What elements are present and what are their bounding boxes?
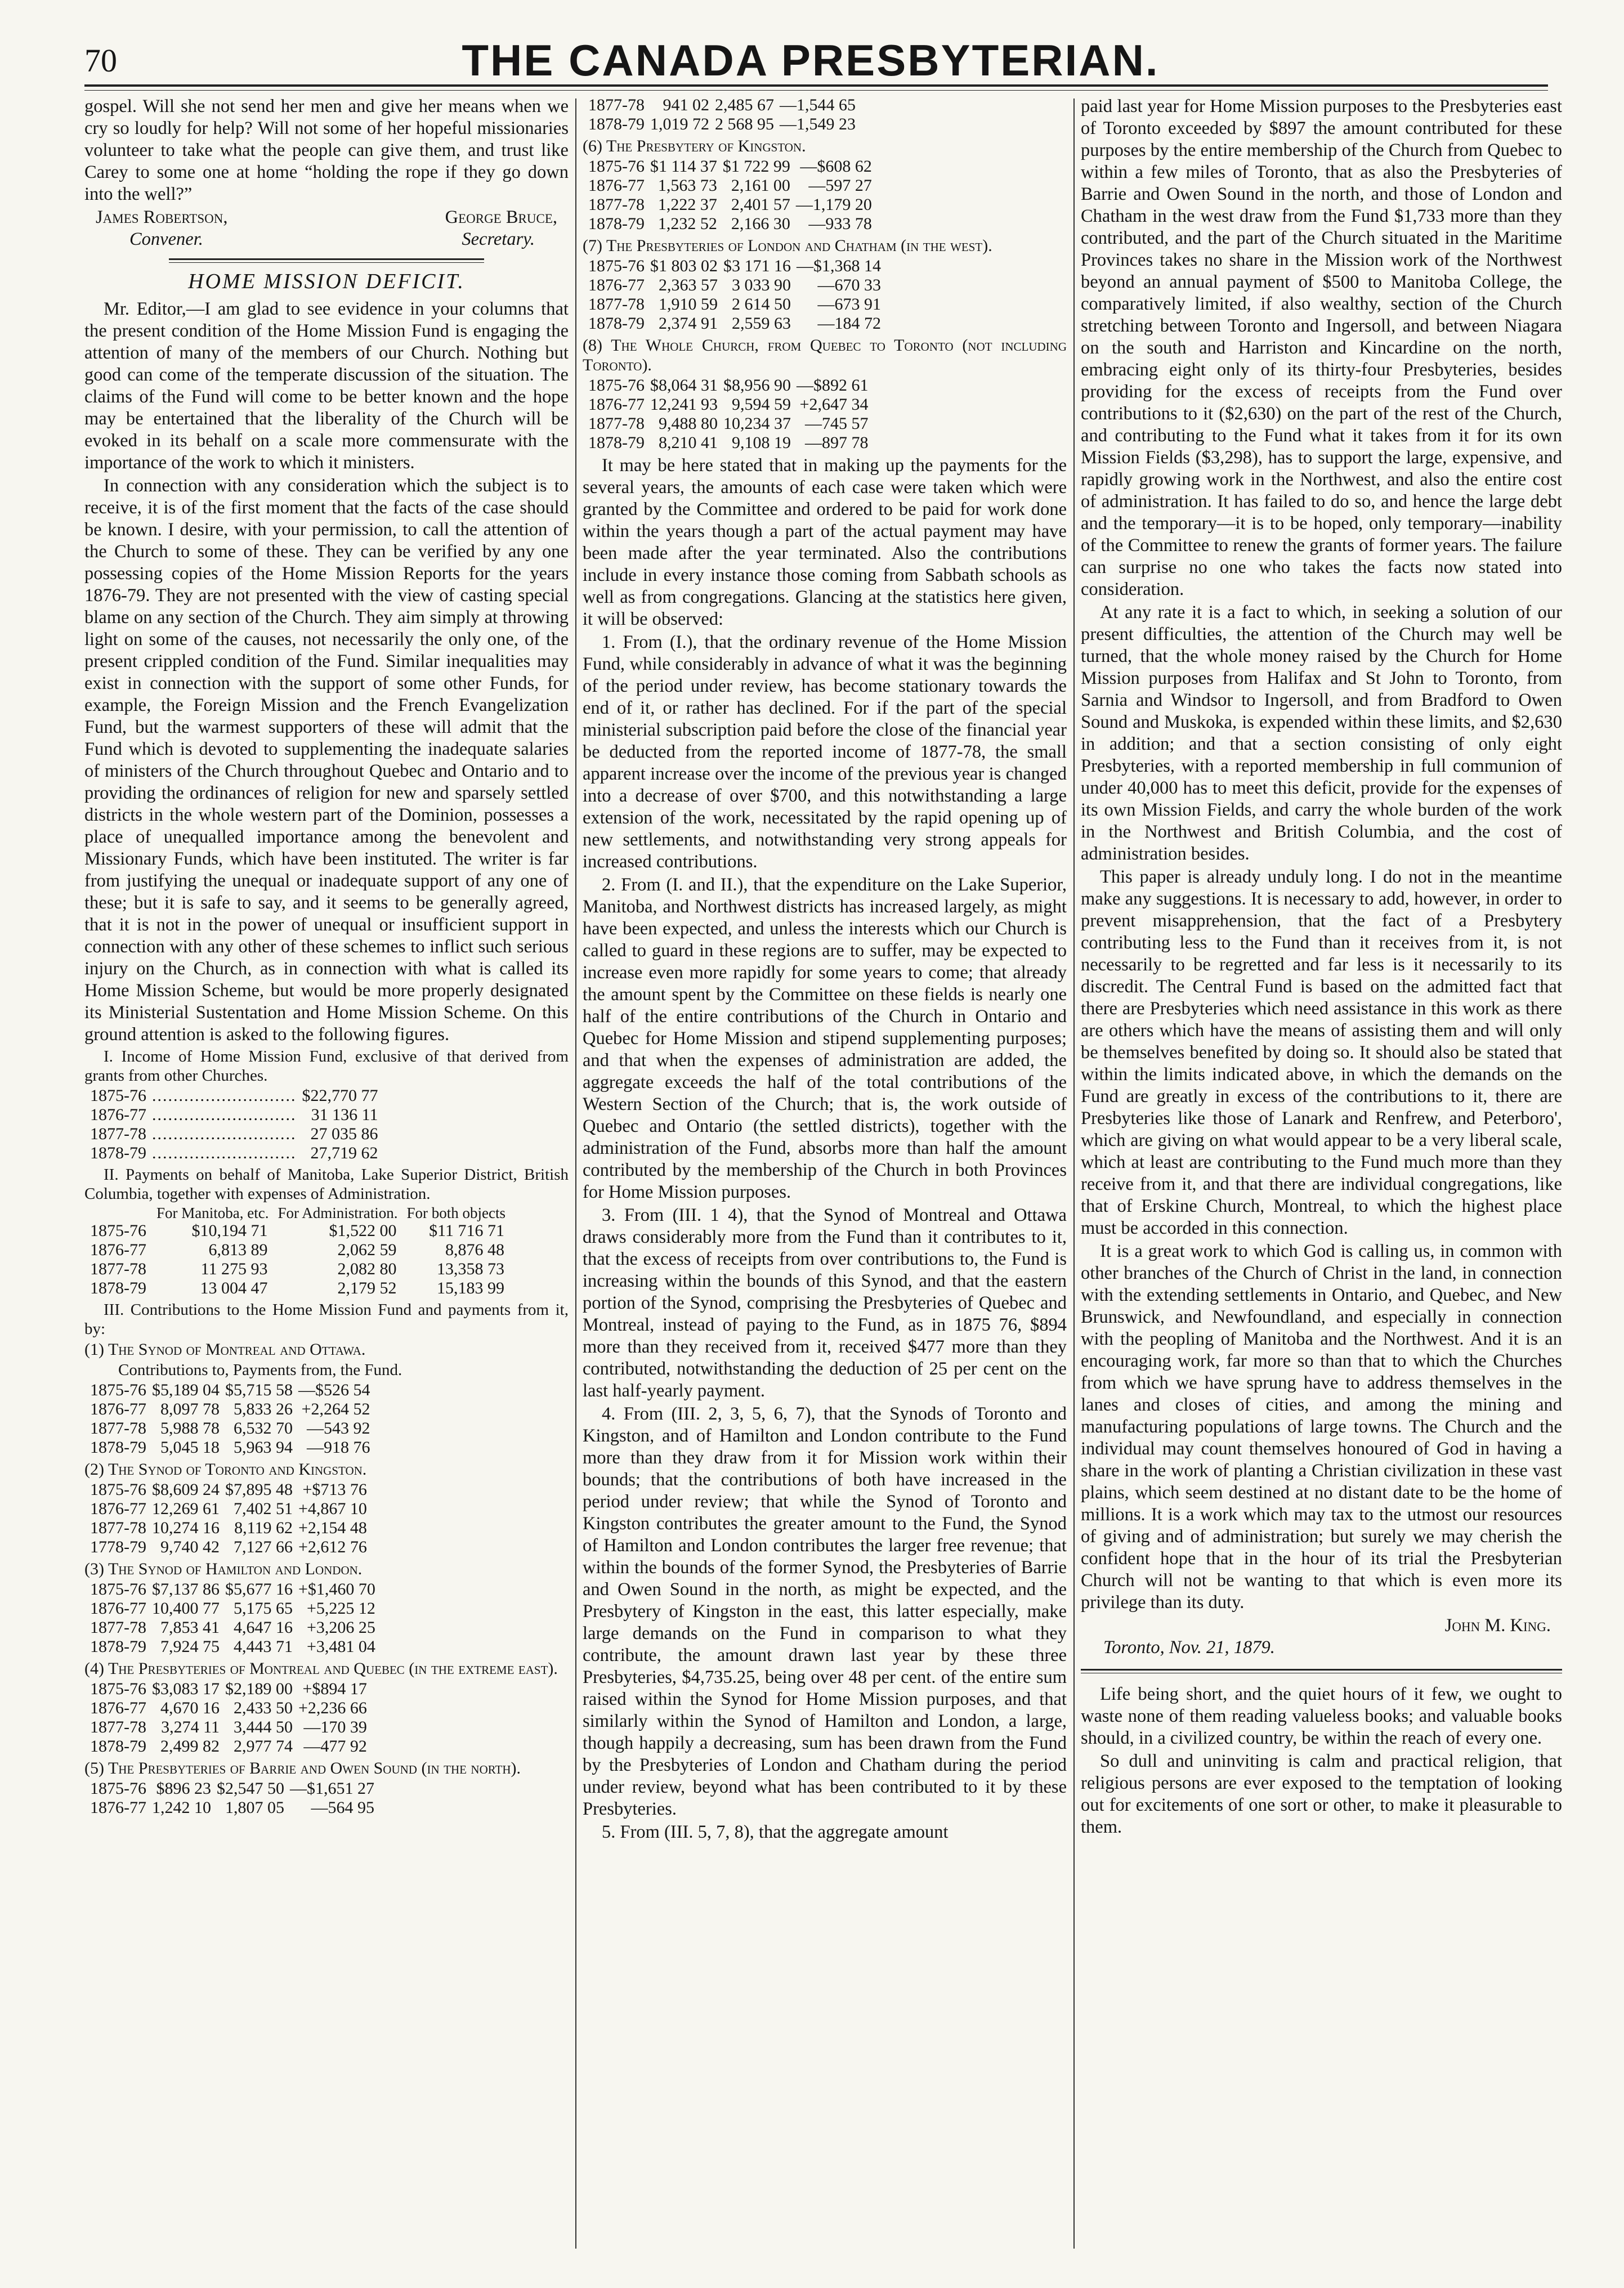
signature-roles <box>84 229 569 250</box>
role-secretary: Secretary. <box>462 229 535 249</box>
table-row: 1878-79 ........................... 27,719 62 <box>90 1144 378 1162</box>
section-divider <box>1081 1669 1562 1673</box>
letter-signatures <box>84 207 569 229</box>
table-row: 1878-79 2,499 82 2,977 74 —477 92 <box>90 1737 367 1756</box>
table-row: 1877-78 1,910 59 2 614 50 —673 91 <box>588 295 881 314</box>
signature-robertson: James Robertson, <box>96 207 228 227</box>
header-rule <box>84 84 1548 87</box>
table-row: 1877-78 941 02 2,485 67 —1,544 65 <box>588 96 856 114</box>
table-column-labels: Contributions to, Payments from, the Fund. <box>118 1361 402 1379</box>
table-row: 1876-77 12,241 93 9,594 59 +2,647 34 <box>588 395 869 414</box>
table-row: 1876-77 4,670 16 2,433 50 +2,236 66 <box>90 1699 367 1717</box>
table-row: 1878-79 13 004 47 2,179 52 15,183 99 <box>90 1279 504 1297</box>
table-row: 1877-78 ........................... 27 035 86 <box>90 1125 378 1143</box>
filler-note: So dull and uninviting is calm and practical religion, that religious persons are ever exposed to the temptation of looking out for excitements of one sort or other, to make it pleasurable to them. <box>1081 1751 1562 1837</box>
synod-toronto-table <box>90 1480 373 1557</box>
table-subheading: (6) The Presbytery of Kingston. <box>583 137 806 155</box>
column-2 <box>583 96 1067 2251</box>
table-subheading: (4) The Presbyteries of Montreal and Quebec (in the extreme east). <box>84 1659 558 1678</box>
role-convener: Convener. <box>129 229 203 249</box>
table-row: 1877-78 7,853 41 4,647 16 +3,206 25 <box>90 1618 375 1637</box>
presbyteries-barrie-table <box>90 1779 380 1817</box>
table-row: 1878-79 2,374 91 2,559 63 —184 72 <box>588 314 881 333</box>
table-row: 1877-78 5,988 78 6,532 70 —543 92 <box>90 1419 370 1438</box>
table-row: 1877-78 10,274 16 8,119 62 +2,154 48 <box>90 1519 367 1537</box>
table-subheading: (2) The Synod of Toronto and Kingston. <box>84 1460 367 1479</box>
column-1 <box>84 96 569 2251</box>
article-paragraph: In connection with any consideration which the subject is to receive, it is of the first moment that the facts of the case should be known. I desire, with your permission, to call the attention of the Church to some of these. They can be verified by any one possessing copies of the Home Mission Reports for the years 1876-79. They are not presented with the view of casting special blame on any section of the Church. They aim simply at throwing light on some of the causes, not necessarily the only one, of the present crippled condition of the Fund. Similar inequalities may exist in connection with the support of some other Funds, for example, the Foreign Mission and the French Evangelization Fund, but the warmest supporters of these will admit that the Fund which is devoted to supplementing the inadequate salaries of ministers of the Church throughout Quebec and Ontario and to providing the ordinances of religion for new and sparsely settled districts in the whole western part of the Dominion, possesses a place of unequalled importance among the benevolent and Missionary Funds, which have been instituted. The writer is far from justifying the unequal or inadequate support of any one of these; but it is safe to say, and it seems to be generally agreed, that it is not in the power of unequal or insufficient support in connection with any other of these schemes to inflict such serious injury on the Church, as in connection with what is called its Home Mission Scheme, but would be more properly designated its Ministerial Sustentation and Home Mission Scheme. On this ground attention is asked to the following figures. <box>84 476 569 1045</box>
column-divider <box>1073 98 1075 2249</box>
income-table <box>90 1086 384 1163</box>
article-paragraph: It may be here stated that in making up the payments for the several years, the amounts of each case were taken which were granted by the Committee and ordered to be paid for work done within the years though a part of the actual payment may have been made after the year terminated. Also the contributions include in every instance those coming from Sabbath schools as well as from congregations. Glancing at the statistics here given, it will be observed: <box>583 455 1067 629</box>
article-title: HOME MISSION DEFICIT. <box>188 270 465 293</box>
table-row: 1876-77 ........................... 31 136 11 <box>90 1105 378 1124</box>
table-row: 1876-77 10,400 77 5,175 65 +5,225 12 <box>90 1599 375 1618</box>
table-heading: III. Contributions to the Home Mission Fund and payments from it, by: <box>84 1301 569 1338</box>
article-paragraph: It is a great work to which God is calling us, in common with other branches of the Church of Christ in the land, in connection with the extending settlements in Ontario, and Quebec, and New Brunswick, and Newfoundland, and especially in connection with the peopling of Manitoba and the Northwest. And it is an encouraging work, far more so than that to which the Churches from which we have sprung have to address themselves in the lanes and closes of cities, and among the mining and manufacturing populations of large towns. The Church and the individual may count themselves honoured of God in having a share in the work of planting a Christian civilization in these vast plains, which seem destined at no distant date to be the home of millions. It is a work which may tax to the utmost our resources of giving and of administration; but surely we may cherish the confident hope that in the hour of its trial the Presbyterian Church will not be wanting to that which is even more its privilege than its duty. <box>1081 1241 1562 1613</box>
table-subheading: (8) The Whole Church, from Quebec to Toronto (not including Toronto). <box>583 336 1067 374</box>
table-row: 1875-76 $1 114 37 $1 722 99 —$608 62 <box>588 157 872 176</box>
table-row: 1875-76 $7,137 86 $5,677 16 +$1,460 70 <box>90 1580 375 1599</box>
article-paragraph: 4. From (III. 2, 3, 5, 6, 7), that the Synods of Toronto and Kingston, and of Hamilton and London contribute to the Fund more than they draw from it for Mission work within their bounds; that the contributions of both have increased in the period under review; that while the Synod of Toronto and Kingston contributes the greater amount to the Fund, the Synod of Hamilton and London contributes the larger free revenue; that within the bounds of the former Synod, the Presbyteries of Barrie and Owen Sound in the north, as might be expected, and the Presbytery of Kingston in the east, this latter especially, make large demands on the Fund in comparison to what they contribute, the amount drawn last year by these three Presbyteries, $4,735.25, being over 48 per cent. of the entire sum raised within the Synod for Home Mission purposes, and that similarly within the Synod of Hamilton and London, a large, though happily a decreasing, sum has been drawn from the Fund by the Presbyteries of London and Chatham during the period under review, beyond what has been contributed to it by these Presbyteries. <box>583 1404 1067 1819</box>
article-paragraph: Mr. Editor,—I am glad to see evidence in your columns that the present condition of the Home Mission Fund is engaging the attention of many of the members of our Church. Nothing but good can come of the temperate discussion of the situation. The claims of the Fund will come to be better known and the hope may be entertained that the liberality of the Church will be evoked in its behalf on a scale more commensurate with the importance of the work to which it ministers. <box>84 299 569 473</box>
letter-date: Toronto, Nov. 21, 1879. <box>1103 1637 1275 1658</box>
table-row: 1876-77 2,363 57 3 033 90 —670 33 <box>588 276 881 294</box>
article-paragraph: 5. From (III. 5, 7, 8), that the aggregate amount <box>602 1822 949 1842</box>
table-row: 1877-78 3,274 11 3,444 50 —170 39 <box>90 1718 367 1736</box>
presbyteries-barrie-table-continued <box>588 96 861 134</box>
table-row: 1878-79 7,924 75 4,443 71 +3,481 04 <box>90 1637 375 1656</box>
signature-bruce: George Bruce, <box>445 207 557 227</box>
table-row: 1875-76 $8,064 31 $8,956 90 —$892 61 <box>588 376 869 395</box>
table-row: 1875-76 $10,194 71 $1,522 00 $11 716 71 <box>90 1221 504 1240</box>
table-header-row: For Manitoba, etc. For Administration. For both objects <box>156 1205 505 1221</box>
column-divider <box>575 98 576 2249</box>
table-row: 1876-77 1,242 10 1,807 05 —564 95 <box>90 1798 374 1817</box>
author-signature: John M. King. <box>1444 1615 1551 1636</box>
table-subheading: (7) The Presbyteries of London and Chatham (in the west). <box>583 236 992 255</box>
table-row: 1875-76 $896 23 $2,547 50 —$1,651 27 <box>90 1779 374 1798</box>
table-row: 1876-77 1,563 73 2,161 00 —597 27 <box>588 176 872 195</box>
table-row: 1875-76 ........................... $22,770 77 <box>90 1086 378 1105</box>
table-row: 1876-77 12,269 61 7,402 51 +4,867 10 <box>90 1499 367 1518</box>
synod-hamilton-table <box>90 1580 381 1656</box>
table-subheading: (1) The Synod of Montreal and Ottawa. <box>84 1340 366 1359</box>
article-paragraph: At any rate it is a fact to which, in seeking a solution of our present difficulties, the attention of the Church may well be turned, that the whole money raised by the Church for Home Mission purposes from Halifax and St John to Toronto, from Sarnia and Windsor to Ingersoll, and from Bradford to Owen Sound and Muskoka, is expended within these limits, and $2,630 in addition; and that a section consisting of only eight Presbyteries, with a reported membership in full communion of under 40,000 has to meet this deficit, provide for the expenses of its own Mission Fields, and carry the whole burden of the work in the Northwest and British Columbia, and the cost of administration besides. <box>1081 602 1562 864</box>
table-row: 1778-79 9,740 42 7,127 66 +2,612 76 <box>90 1538 367 1556</box>
page-number: 70 <box>84 42 117 79</box>
page-title: THE CANADA PRESBYTERIAN. <box>462 35 1160 85</box>
table-row: 1875-76 $3,083 17 $2,189 00 +$894 17 <box>90 1680 367 1698</box>
table-heading: I. Income of Home Mission Fund, exclusive of that derived from grants from other Churches. <box>84 1047 569 1085</box>
article-paragraph: 3. From (III. 1 4), that the Synod of Montreal and Ottawa draws considerably more from the Fund than it contributes to it, that the excess of receipts from over contributions to, the Fund is increasing within the bounds of this Synod, and that the eastern portion of the Synod, comprising the Presbyteries of Quebec and Montreal, instead of paying to the Fund, as in 1875 76, $894 more than they received from it, received $477 more than they contributed, notwithstanding the deduction of 25 per cent on the last half-yearly payment. <box>583 1205 1067 1401</box>
presbytery-kingston-table <box>588 157 878 234</box>
presbyteries-london-chatham-table <box>588 257 887 333</box>
section-divider <box>169 258 484 263</box>
header-rule-thin <box>84 90 1548 91</box>
column-3 <box>1081 96 1562 2251</box>
table-row: 1875-76 $1 803 02 $3 171 16 —$1,368 14 <box>588 257 881 275</box>
whole-church-table <box>588 376 874 453</box>
table-row: 1877-78 11 275 93 2,082 80 13,358 73 <box>90 1260 504 1278</box>
table-row: 1875-76 $5,189 04 $5,715 58 —$526 54 <box>90 1381 370 1399</box>
table-heading: II. Payments on behalf of Manitoba, Lake Superior District, British Columbia, together with expenses of Administration. <box>84 1166 569 1203</box>
table-row: 1876-77 6,813 89 2,062 59 8,876 48 <box>90 1241 504 1259</box>
synod-montreal-table <box>90 1381 376 1457</box>
table-subheading: (3) The Synod of Hamilton and London. <box>84 1560 363 1578</box>
payments-table <box>90 1205 510 1298</box>
table-row: 1878-79 1,019 72 2 568 95 —1,549 23 <box>588 115 856 133</box>
presbyteries-montreal-quebec-table <box>90 1680 373 1756</box>
table-row: 1875-76 $8,609 24 $7,895 48 +$713 76 <box>90 1480 367 1499</box>
table-row: 1878-79 1,232 52 2,166 30 —933 78 <box>588 214 872 233</box>
article-paragraph: paid last year for Home Mission purposes to the Presbyteries east of Toronto exceeded by $897 the amount contributed for these purposes by the entire membership of the Church from Quebec to within a few miles of Toronto, that as also the Presbyteries of Barrie and Owen Sound in the north, and those of London and Chatham in the west draw from the Fund $1,733 more than they contributed, and the part of the Church situated in the Maritime Provinces takes no share in the Mission work of the Northwest beyond an annual payment of $500 to Manitoba College, the comparatively limited, if also wealthy, section of the Church stretching between Toronto and Ingersoll, and between Niagara on the south and Harriston and Kincardine on the north, embracing eight only of its thirty-four Presbyteries, besides providing for the excess of receipts from the Fund over contributions to it ($2,630) on the part of the rest of the Church, and contributing to the Fund what it takes from it for its own Mission Fields ($3,298), has to support the large, expensive, and rapidly growing work in the Northwest, and also the entire cost of administration. It has failed to do so, and hence the large debt and the temporary—it is to be hoped, only temporary—inability of the Committee to renew the grants of former years. The failure can surprise no one who takes the facts now stated into consideration. <box>1081 96 1562 599</box>
article-paragraph: 2. From (I. and II.), that the expenditure on the Lake Superior, Manitoba, and Northwest districts has increased largely, as might have been expected, and unless the interests which our Church is called to guard in these regions are to suffer, may be expected to increase even more rapidly for some years to come; that already the amount spent by the Committee on these fields is nearly one half of the entire contributions of the Church in Ontario and Quebec for Home Mission and stipend supplementing purposes; and that when the expenses of administration are added, the aggregate exceeds the half of the total contributions of the Western Section of the Church; that is, the work outside of Quebec and Ontario (the settled districts), together with the administration of the Fund, absorbs more than half the amount contributed by the membership of the Church in both Provinces for Home Mission purposes. <box>583 875 1067 1202</box>
table-row: 1877-78 9,488 80 10,234 37 —745 57 <box>588 414 869 433</box>
table-row: 1878-79 8,210 41 9,108 19 —897 78 <box>588 433 869 452</box>
table-row: 1878-79 5,045 18 5,963 94 —918 76 <box>90 1438 370 1457</box>
article-paragraph: 1. From (I.), that the ordinary revenue of the Home Mission Fund, while considerably in advance of what it was the beginning of the period under review, has become stationary towards the end of it, or rather has declined. For if the part of the special ministerial subscription paid before the close of the financial year be deducted from the reported income of 1877-78, the small apparent increase over the income of the previous year is changed into a decrease of over $700, and this notwithstanding a large extension of the work, necessitated by the rapid opening up of new settlements, and notwithstanding very strong appeals for increased contributions. <box>583 632 1067 872</box>
table-subheading: (5) The Presbyteries of Barrie and Owen Sound (in the north). <box>84 1759 521 1777</box>
table-row: 1877-78 1,222 37 2,401 57 —1,179 20 <box>588 195 872 214</box>
article-paragraph: This paper is already unduly long. I do not in the meantime make any suggestions. It is necessary to add, however, in order to prevent misapprehension, that the fact of a Presbytery contributing less to the Fund than it receives from it, is not necessarily to be regretted and far less is it necessarily to its discredit. The Central Fund is based on the admitted fact that there are Presbyteries which need assistance in this work as there are others which have the means of assisting them and will only be themselves benefited by doing so. It should also be stated that within the limits indicated above, in which the demands on the Fund are greatly in excess of the contributions to it, there are Presbyteries like those of Lanark and Renfrew, and Peterboro', which are giving on what would appear to be a very liberal scale, which at least are contributing to the Fund much more than they receive from it, and that there are individual congregations, like that of Erskine Church, Montreal, to which the highest place must be accorded in this connection. <box>1081 867 1562 1238</box>
table-row: 1876-77 8,097 78 5,833 26 +2,264 52 <box>90 1400 370 1418</box>
filler-note: Life being short, and the quiet hours of it few, we ought to waste none of them reading valueless books; and valuable books should, in a civilized country, be within the reach of every one. <box>1081 1684 1562 1748</box>
intro-paragraph: gospel. Will she not send her men and give her means when we cry so loudly for help? Will not some of her hopeful missionaries volunteer to take what the people can give them, and trust like Carey to some one at home “holding the rope if they go down into the well?” <box>84 96 569 204</box>
